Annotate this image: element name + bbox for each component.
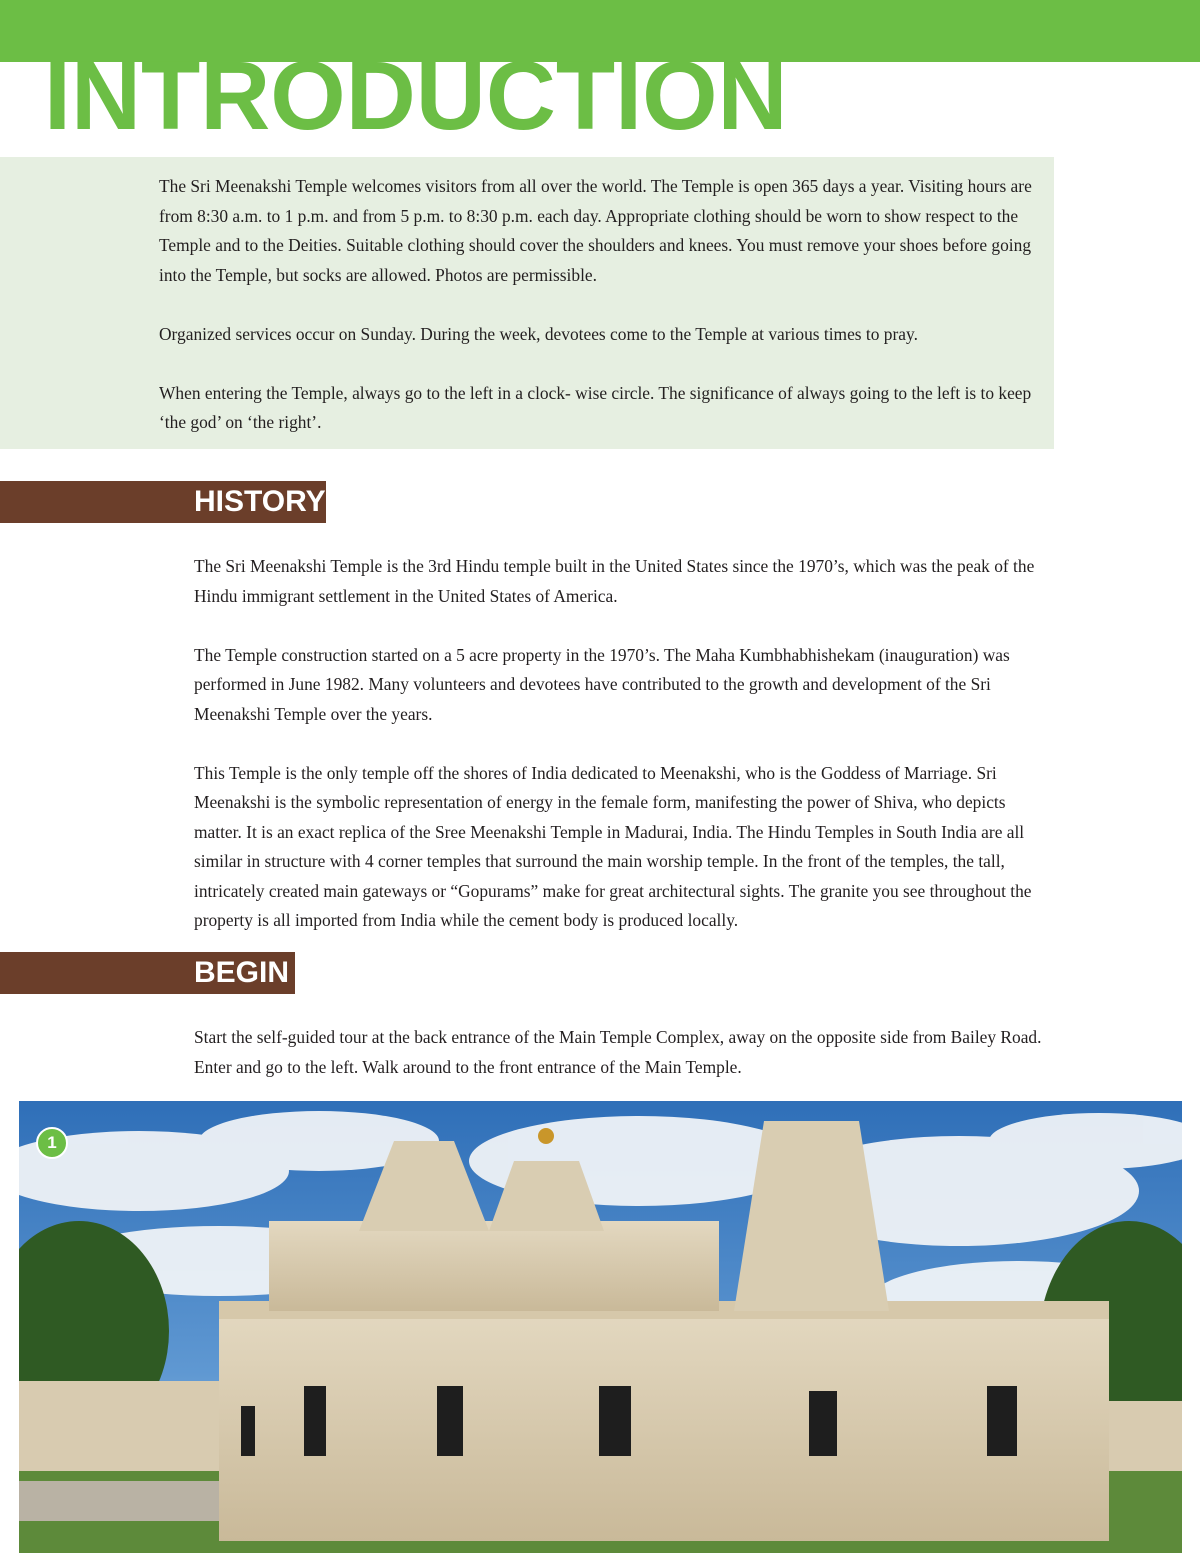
photo-number-badge: 1 bbox=[36, 1127, 68, 1159]
begin-paragraph: Start the self-guided tour at the back entrance of the Main Temple Complex, away on the opposite side from Bailey Road. Enter and go to the left. Walk around to the front entrance of the Main Temple. bbox=[194, 1027, 1042, 1077]
intro-paragraph: The Sri Meenakshi Temple welcomes visitors from all over the world. The Temple is open 365 days a year. Visiting hours are from 8:30 a.m. to 1 p.m. and from 5 p.m. to 8:30 p.m. each day. Appropriate clothing should be worn to show respect to the Temple and to the Deities. Suitable clothing should cover the shoulders and knees. You must remove your shoes before going into the Temple, but socks are allowed. Photos are permissible. bbox=[159, 176, 1032, 285]
page-title: INTRODUCTION bbox=[44, 41, 788, 150]
begin-heading: BEGIN bbox=[194, 956, 290, 989]
history-paragraph: The Sri Meenakshi Temple is the 3rd Hindu temple built in the United States since the 1970’s, which was the peak of the Hindu immigrant settlement in the United States of America. bbox=[194, 556, 1035, 606]
history-section bbox=[194, 552, 1050, 936]
temple-photo bbox=[19, 1101, 1182, 1553]
history-paragraph: This Temple is the only temple off the shores of India dedicated to Meenakshi, who is the Goddess of Marriage. Sri Meenakshi is the symbolic representation of energy in the female form, manifesting the power of Shiva, who depicts matter. It is an exact replica of the Sree Meenakshi Temple in Madurai, India. The Hindu Temples in South India are all similar in structure with 4 corner temples that surround the main worship temple. In the front of the temples, the tall, intricately created main gateways or “Gopurams” make for great architectural sights. The granite you see throughout the property is all imported from India while the cement body is produced locally. bbox=[194, 762, 1032, 930]
begin-section bbox=[194, 1023, 1050, 1082]
intro-section bbox=[159, 172, 1039, 438]
intro-paragraph: Organized services occur on Sunday. During the week, devotees come to the Temple at various times to pray. bbox=[159, 323, 918, 344]
intro-paragraph: When entering the Temple, always go to the left in a clock- wise circle. The significance of always going to the left is to keep ‘the god’ on ‘the right’. bbox=[159, 382, 1032, 432]
history-paragraph: The Temple construction started on a 5 acre property in the 1970’s. The Maha Kumbhabhishekam (inauguration) was performed in June 1982. Many volunteers and devotees have contributed to the growth and development of the Sri Meenakshi Temple over the years. bbox=[194, 644, 1010, 724]
history-heading: HISTORY bbox=[194, 485, 326, 518]
